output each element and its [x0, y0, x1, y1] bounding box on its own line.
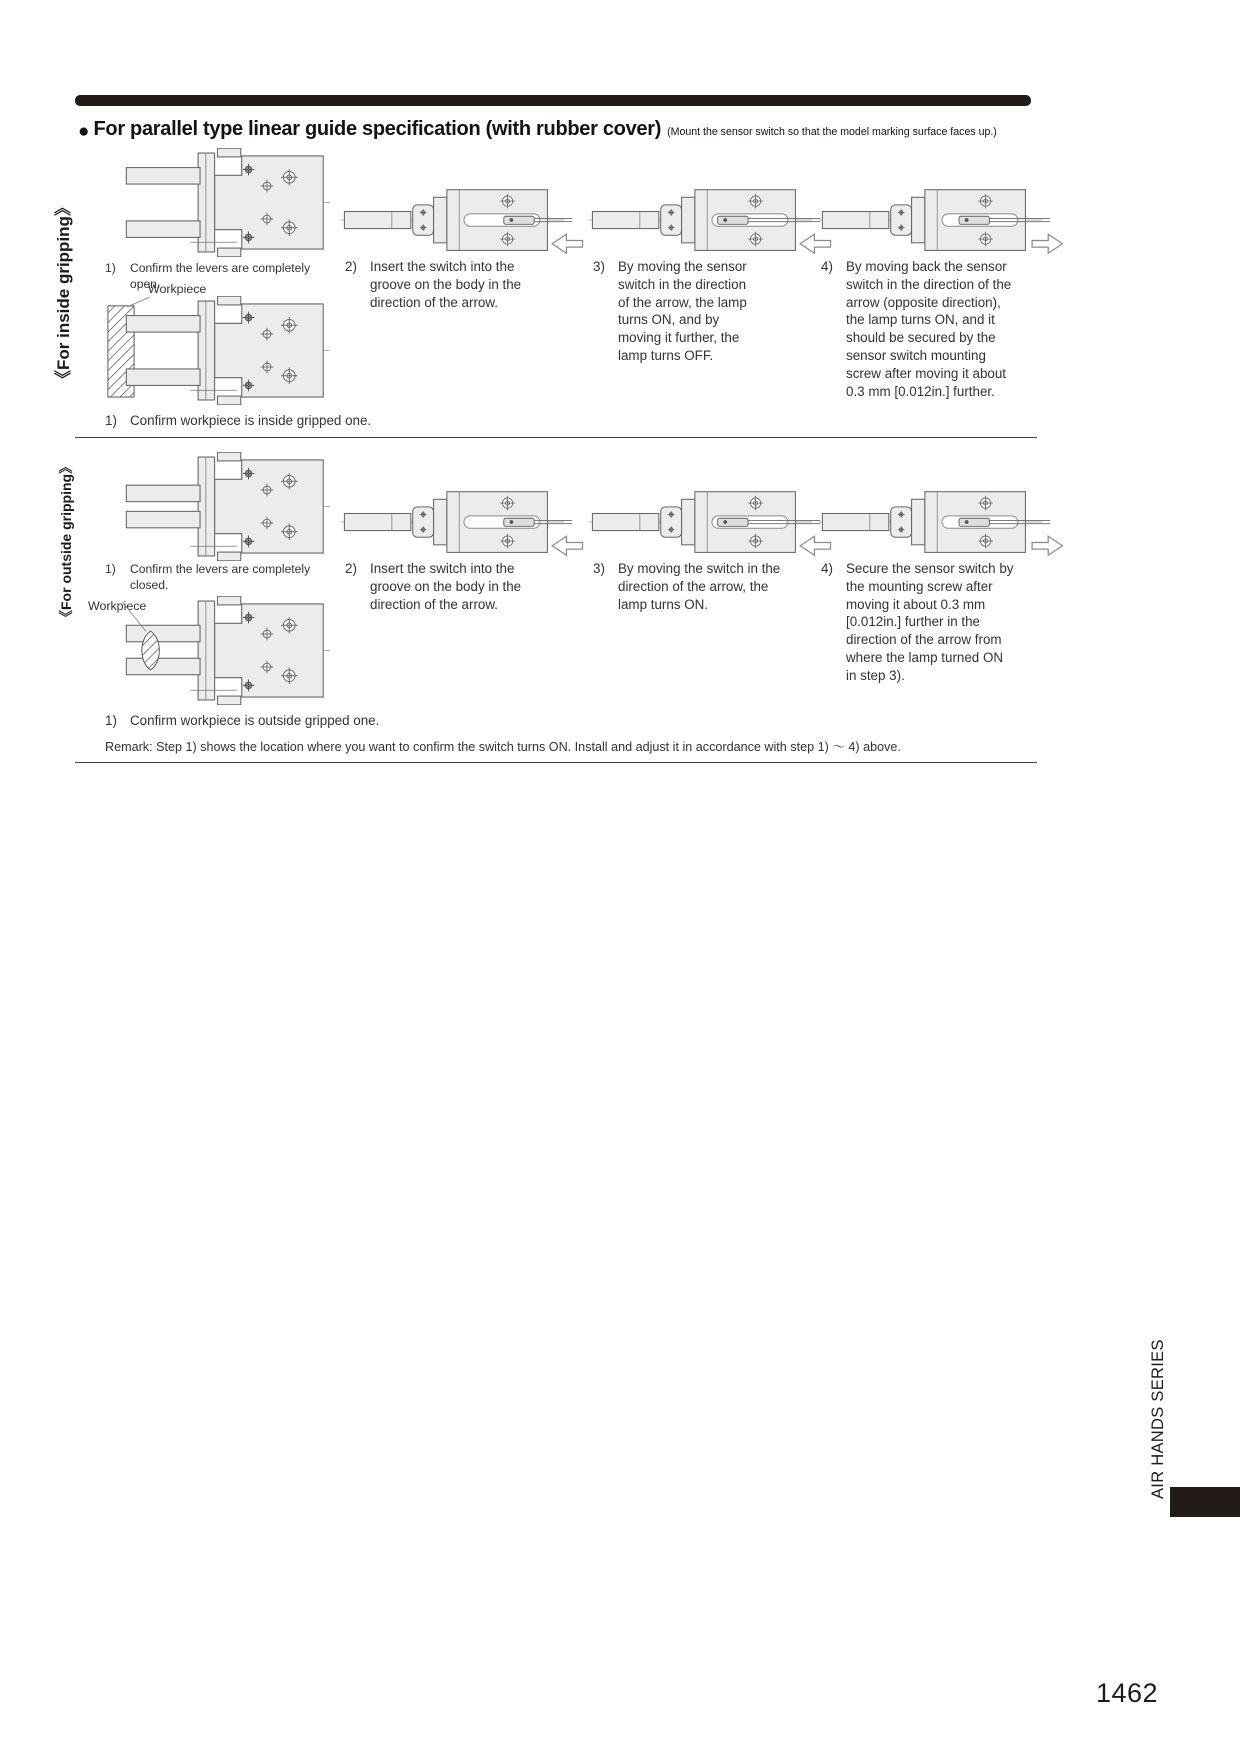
series-tab-marker [1170, 1487, 1240, 1517]
step-number: 2) [345, 561, 357, 576]
step-text: By moving the switch in the direction of the arrow, the lamp turns ON. [618, 561, 781, 612]
step-text: By moving the sensor switch in the direction of the arrow, the lamp turns ON, and by moving it further, the lamp turns OFF. [618, 259, 747, 364]
step-number: 3) [593, 561, 605, 576]
section-top-bar [75, 95, 1031, 106]
step-number: 1) [105, 562, 116, 576]
step-caption [593, 560, 783, 613]
step-text: Secure the sensor switch by the mounting screw after moving it about 0.3 mm [0.012in.] further in the direction of the arrow from where the lamp turned ON in step 3). [846, 561, 1014, 683]
page-title-note: (Mount the sensor switch so that the model marking surface faces up.) [667, 126, 997, 138]
section-label-outside-gripping: 《For outside gripping》 [58, 459, 74, 624]
step-number: 1) [105, 413, 117, 428]
step-text: Confirm the levers are completely open. [130, 261, 311, 292]
step-text: Insert the switch into the groove on the body in the direction of the arrow. [370, 259, 522, 310]
gripper-inside-gripped-drawing [105, 296, 330, 405]
step-caption [105, 561, 345, 593]
step-caption [105, 412, 405, 430]
sensor-switch-move-back-drawing [816, 184, 1066, 258]
step-caption [105, 712, 425, 730]
arrow-left-icon [552, 536, 582, 555]
arrow-right-icon [1032, 536, 1062, 555]
page-number: 1462 [1096, 1678, 1159, 1708]
step-number: 4) [821, 561, 833, 576]
step-number: 1) [105, 713, 117, 728]
arrow-right-icon [1032, 234, 1062, 253]
arrow-left-icon [552, 234, 582, 253]
step-caption [105, 260, 340, 292]
page-title: For parallel type linear guide specification (with rubber cover) [93, 118, 662, 140]
step-number: 4) [821, 259, 833, 274]
remark-text: Remark: Step 1) shows the location where you want to confirm the switch turns ON. Install and adjust it in accordance with step 1) ～ 4) above. [105, 740, 901, 754]
step-caption [821, 258, 1016, 401]
page-heading [78, 118, 997, 141]
gripper-closed-drawing [105, 452, 330, 561]
series-tab-label: AIR HANDS SERIES [1149, 1339, 1167, 1499]
step-text: Confirm the levers are completely closed. [130, 562, 311, 593]
step-number: 1) [105, 261, 116, 275]
sensor-switch-insert-drawing [338, 184, 588, 258]
step-text: Insert the switch into the groove on the body in the direction of the arrow. [370, 561, 522, 612]
step-caption [345, 258, 530, 311]
workpiece-label: Workpiece [88, 599, 147, 613]
step-text: By moving back the sensor switch in the direction of the arrow (opposite direction), the lamp turns ON, and it should be secured by the sensor switch mounting screw after moving it about 0.3 mm [0.012in.] further. [846, 259, 1012, 399]
sensor-switch-move-drawing [586, 486, 836, 560]
section-divider [75, 762, 1037, 763]
step-caption [821, 560, 1016, 685]
step-number: 3) [593, 259, 605, 274]
bullet-icon: ● [78, 121, 90, 142]
section-label-inside-gripping: 《For inside gripping》 [54, 199, 73, 387]
sensor-switch-move-drawing [586, 184, 836, 258]
step-caption [345, 560, 530, 613]
step-text: Confirm workpiece is outside gripped one. [130, 713, 380, 728]
gripper-open-drawing [105, 148, 330, 257]
step-number: 2) [345, 259, 357, 274]
step-caption [593, 258, 758, 365]
workpiece-label: Workpiece [148, 282, 207, 296]
gripper-outside-gripped-drawing [105, 596, 330, 705]
sensor-switch-insert-drawing [338, 486, 588, 560]
section-divider [75, 437, 1037, 438]
sensor-switch-secure-drawing [816, 486, 1066, 560]
step-text: Confirm workpiece is inside gripped one. [130, 413, 372, 428]
